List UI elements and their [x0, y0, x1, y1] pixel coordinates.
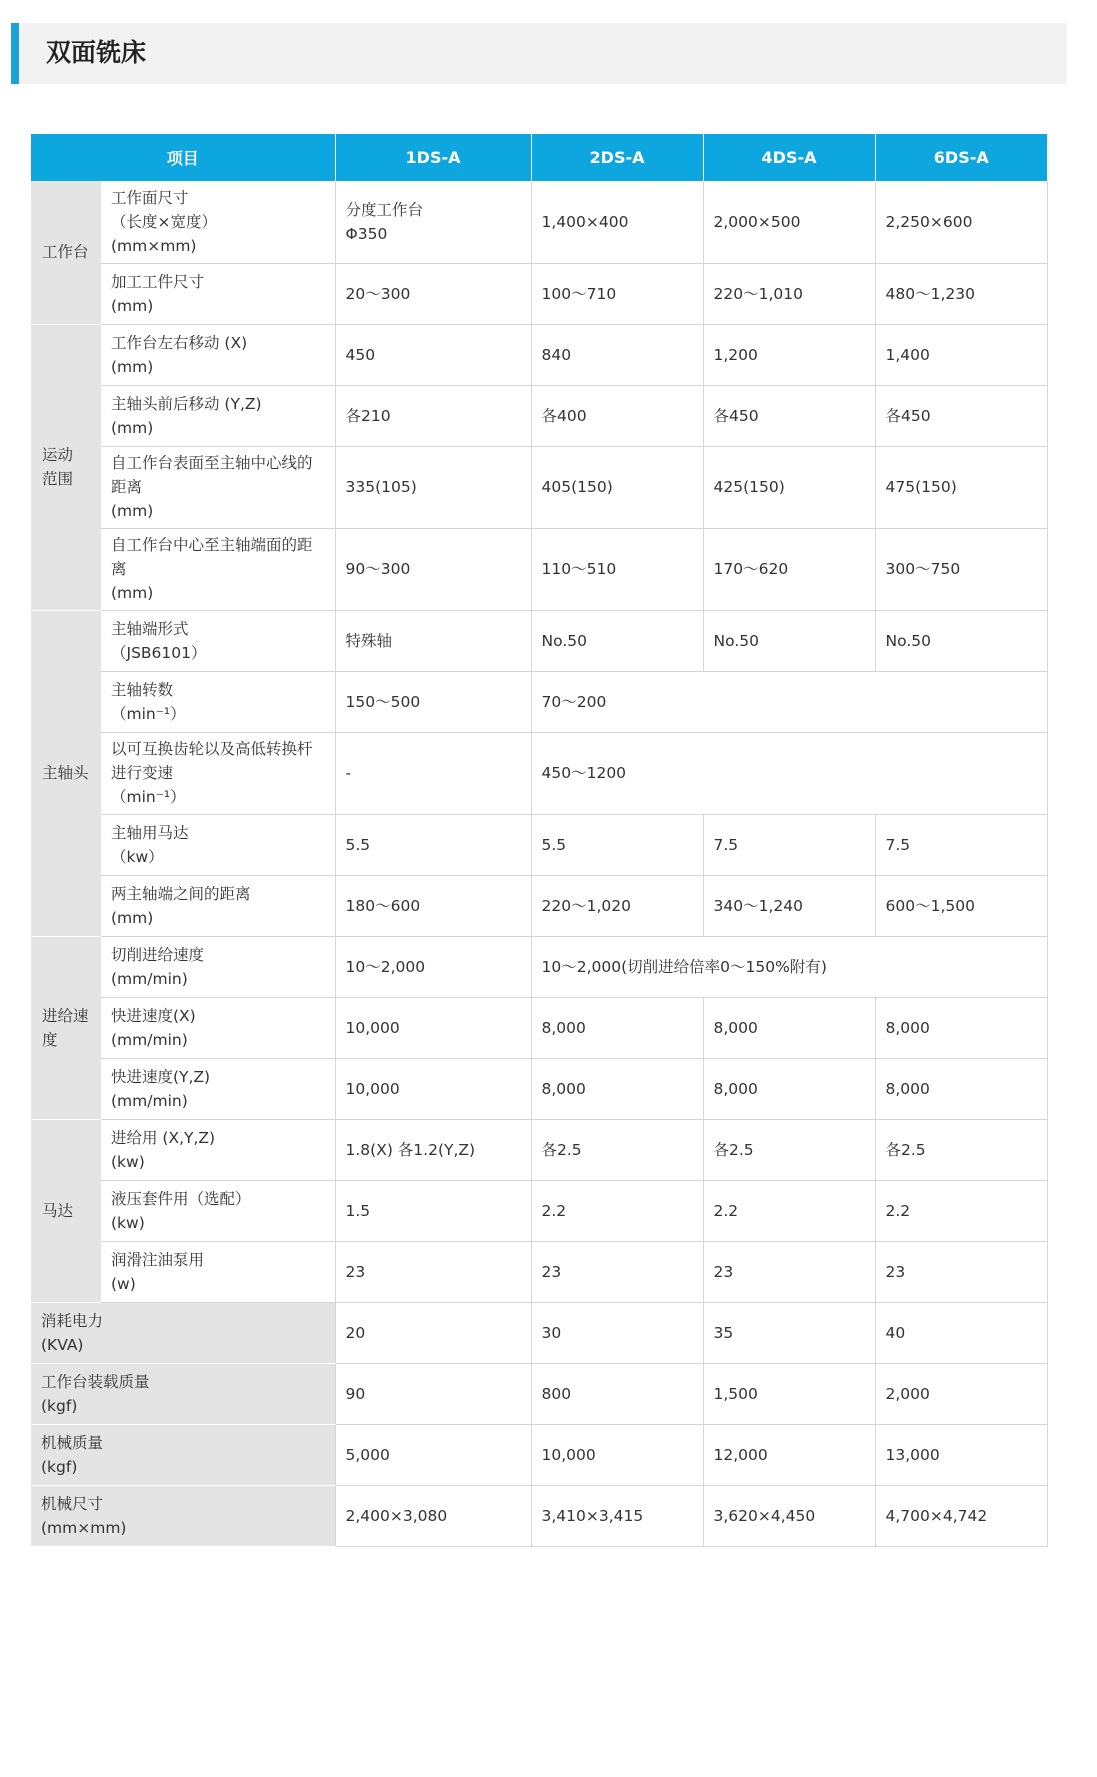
row-value: 335(105) — [335, 446, 531, 528]
row-label: 主轴用马达 （kw） — [101, 814, 335, 875]
row-value: 各2.5 — [531, 1119, 703, 1180]
row-label: 主轴头前后移动 (Y,Z) (mm) — [101, 385, 335, 446]
row-label: 自工作台表面至主轴中心线的 距离 (mm) — [101, 446, 335, 528]
header-6ds-a: 6DS-A — [875, 134, 1047, 181]
row-value: 23 — [703, 1241, 875, 1302]
row-value: 35 — [703, 1302, 875, 1363]
row-value: 7.5 — [875, 814, 1047, 875]
row-label: 自工作台中心至主轴端面的距 离 (mm) — [101, 528, 335, 610]
row-value: 1,500 — [703, 1363, 875, 1424]
table-row — [31, 936, 1047, 997]
row-value: 20 — [335, 1302, 531, 1363]
table-row — [31, 1241, 1047, 1302]
row-value: 特殊轴 — [335, 610, 531, 671]
table-row — [31, 181, 1047, 263]
row-value: 110～510 — [531, 528, 703, 610]
row-value: 600～1,500 — [875, 875, 1047, 936]
row-value: 2,000 — [875, 1363, 1047, 1424]
row-label: 消耗电力 (KVA) — [31, 1302, 335, 1363]
row-value: 480～1,230 — [875, 263, 1047, 324]
header-4ds-a: 4DS-A — [703, 134, 875, 181]
row-label: 快进速度(Y,Z) (mm/min) — [101, 1058, 335, 1119]
row-value: 40 — [875, 1302, 1047, 1363]
row-value: 各2.5 — [875, 1119, 1047, 1180]
row-value: 170～620 — [703, 528, 875, 610]
table-row — [31, 671, 1047, 732]
row-value: 800 — [531, 1363, 703, 1424]
row-value: 2.2 — [875, 1180, 1047, 1241]
row-value: 340～1,240 — [703, 875, 875, 936]
row-value: 450～1200 — [531, 732, 1047, 814]
row-label: 切削进给速度 (mm/min) — [101, 936, 335, 997]
row-value: 90 — [335, 1363, 531, 1424]
row-value: 8,000 — [875, 997, 1047, 1058]
table-row — [31, 528, 1047, 610]
table-row — [31, 1302, 1047, 1363]
row-value: No.50 — [703, 610, 875, 671]
row-value: 8,000 — [531, 1058, 703, 1119]
row-value: 10～2,000 — [335, 936, 531, 997]
row-label: 主轴转数 （min⁻¹） — [101, 671, 335, 732]
row-label: 主轴端形式 （JSB6101） — [101, 610, 335, 671]
row-label: 进给用 (X,Y,Z) (kw) — [101, 1119, 335, 1180]
row-value: No.50 — [531, 610, 703, 671]
table-row — [31, 814, 1047, 875]
table-row — [31, 732, 1047, 814]
row-value: 13,000 — [875, 1424, 1047, 1485]
row-value: 1,400×400 — [531, 181, 703, 263]
group-label-worktable: 工作台 — [31, 181, 101, 324]
table-row — [31, 1058, 1047, 1119]
page-title-bar — [11, 23, 1067, 84]
row-value: 2.2 — [703, 1180, 875, 1241]
row-value: 各400 — [531, 385, 703, 446]
row-value: 180～600 — [335, 875, 531, 936]
row-value: 8,000 — [703, 997, 875, 1058]
row-label: 两主轴端之间的距离 (mm) — [101, 875, 335, 936]
group-label-motor: 马达 — [31, 1119, 101, 1302]
row-label: 工作台装载质量 (kgf) — [31, 1363, 335, 1424]
table-row — [31, 1180, 1047, 1241]
row-value: 5,000 — [335, 1424, 531, 1485]
row-label: 加工工件尺寸 (mm) — [101, 263, 335, 324]
group-label-spindle: 主轴头 — [31, 610, 101, 936]
row-value: 8,000 — [875, 1058, 1047, 1119]
row-value: 8,000 — [703, 1058, 875, 1119]
row-label: 机械尺寸 (mm×mm) — [31, 1485, 335, 1546]
row-value: 2,000×500 — [703, 181, 875, 263]
row-value: 7.5 — [703, 814, 875, 875]
row-value: 425(150) — [703, 446, 875, 528]
row-value: 12,000 — [703, 1424, 875, 1485]
row-value: 各2.5 — [703, 1119, 875, 1180]
row-value: No.50 — [875, 610, 1047, 671]
row-label: 润滑注油泵用 (w) — [101, 1241, 335, 1302]
row-value: 1.5 — [335, 1180, 531, 1241]
row-label: 工作台左右移动 (X) (mm) — [101, 324, 335, 385]
group-label-motion: 运动 范围 — [31, 324, 101, 610]
row-value: 23 — [335, 1241, 531, 1302]
table-row — [31, 1485, 1047, 1546]
row-value: 450 — [335, 324, 531, 385]
row-value: 3,410×3,415 — [531, 1485, 703, 1546]
table-row — [31, 263, 1047, 324]
header-1ds-a: 1DS-A — [335, 134, 531, 181]
page-title: 双面铣床 — [46, 38, 147, 67]
row-value: 4,700×4,742 — [875, 1485, 1047, 1546]
row-value: 10,000 — [531, 1424, 703, 1485]
table-row — [31, 385, 1047, 446]
row-value: 3,620×4,450 — [703, 1485, 875, 1546]
row-value: 分度工作台 Φ350 — [335, 181, 531, 263]
header-item: 项目 — [31, 134, 335, 181]
table-row — [31, 1119, 1047, 1180]
row-value: 1,200 — [703, 324, 875, 385]
row-value: 30 — [531, 1302, 703, 1363]
row-value: 23 — [875, 1241, 1047, 1302]
row-value: 5.5 — [335, 814, 531, 875]
row-value: 2.2 — [531, 1180, 703, 1241]
row-value: 150～500 — [335, 671, 531, 732]
table-row — [31, 610, 1047, 671]
row-value: 90～300 — [335, 528, 531, 610]
table-row — [31, 875, 1047, 936]
row-value: 405(150) — [531, 446, 703, 528]
row-label: 工作面尺寸 （长度×宽度） (mm×mm) — [101, 181, 335, 263]
header-2ds-a: 2DS-A — [531, 134, 703, 181]
row-value: 220～1,010 — [703, 263, 875, 324]
row-value: 840 — [531, 324, 703, 385]
row-value: 2,400×3,080 — [335, 1485, 531, 1546]
spec-table — [31, 134, 1048, 1547]
row-value: 10～2,000(切削进给倍率0～150%附有) — [531, 936, 1047, 997]
table-row — [31, 997, 1047, 1058]
row-label: 以可互换齿轮以及高低转换杆 进行变速 （min⁻¹） — [101, 732, 335, 814]
group-label-feed: 进给速 度 — [31, 936, 101, 1119]
table-row — [31, 1363, 1047, 1424]
row-value: 8,000 — [531, 997, 703, 1058]
table-row — [31, 446, 1047, 528]
table-header-row — [31, 134, 1047, 181]
row-value: 475(150) — [875, 446, 1047, 528]
row-value: 300～750 — [875, 528, 1047, 610]
row-value: 100～710 — [531, 263, 703, 324]
row-value: 20～300 — [335, 263, 531, 324]
row-value: 各450 — [703, 385, 875, 446]
row-value: 各210 — [335, 385, 531, 446]
row-value: 10,000 — [335, 1058, 531, 1119]
row-value: 70～200 — [531, 671, 1047, 732]
row-value: 各450 — [875, 385, 1047, 446]
row-label: 机械质量 (kgf) — [31, 1424, 335, 1485]
row-label: 快进速度(X) (mm/min) — [101, 997, 335, 1058]
row-value: 220～1,020 — [531, 875, 703, 936]
row-value: 10,000 — [335, 997, 531, 1058]
table-row — [31, 324, 1047, 385]
row-value: 23 — [531, 1241, 703, 1302]
row-value: 1,400 — [875, 324, 1047, 385]
row-value: - — [335, 732, 531, 814]
row-value: 5.5 — [531, 814, 703, 875]
row-value: 2,250×600 — [875, 181, 1047, 263]
table-row — [31, 1424, 1047, 1485]
row-label: 液压套件用（选配） (kw) — [101, 1180, 335, 1241]
row-value: 1.8(X) 各1.2(Y,Z) — [335, 1119, 531, 1180]
